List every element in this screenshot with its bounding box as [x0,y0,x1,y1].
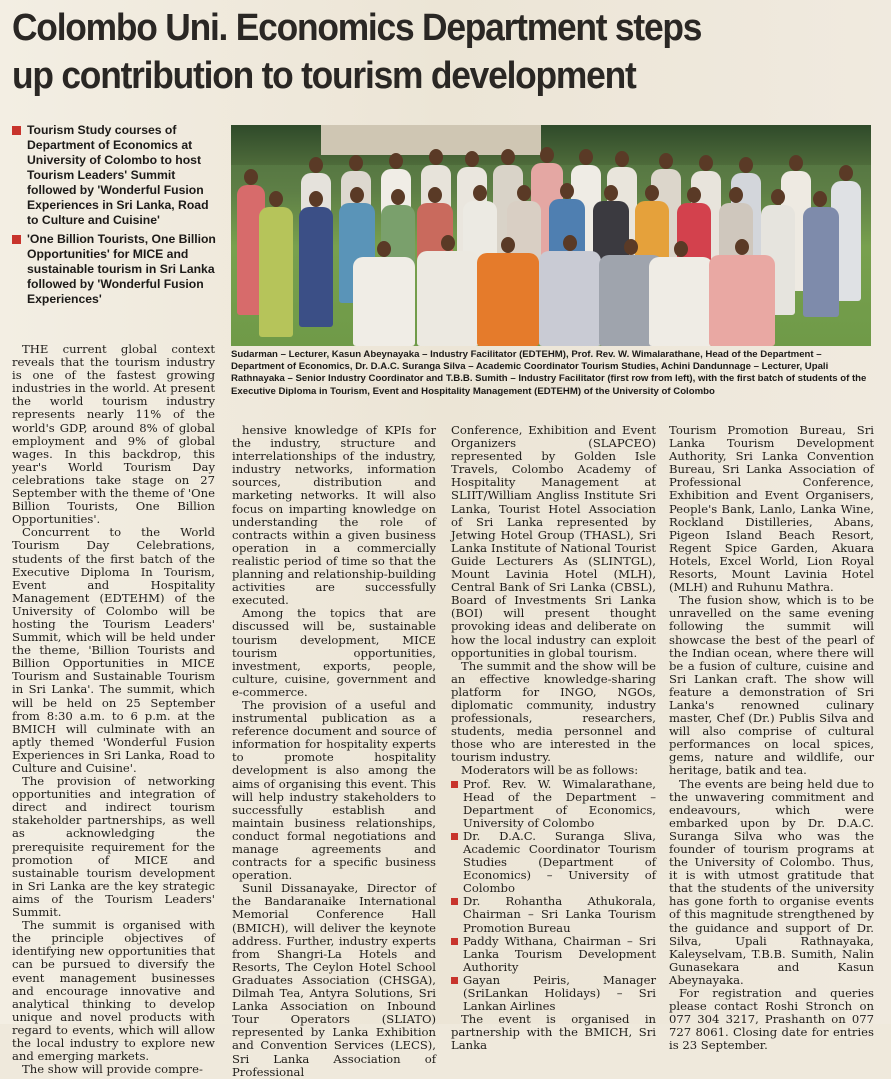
paragraph: The provision of networking opportunities and integration of direct and indirect tourism stakeholder partnerships, as well as acknowledging the prerequisite requirement for the promotion of MICE and sustainable tourism development in Sri Lanka are the key strategic aims of the Tourism Leaders' Summit. [12,774,215,920]
photo-head [645,185,659,201]
red-bullet-icon [451,977,458,984]
photo-head [739,157,753,173]
paragraph: Among the topics that are discussed will be, sustainable tourism development, MICE tourism opportunities, investment, exports, people, culture, cuisine, government and e-commerce. [232,606,436,699]
photo-head [465,151,479,167]
group-photo [231,125,871,346]
photo-head [560,183,574,199]
subheading-1 [12,123,217,228]
photo-head [473,185,487,201]
photo-head [699,155,713,171]
moderator-text: Dr. D.A.C. Suranga Sliva, Academic Coordinator Tourism Studies (Department of Economics) – University of Colombo [463,828,656,896]
photo-head [377,241,391,257]
article-column-1 [12,343,215,1076]
moderator-text: Paddy Withana, Chairman – Sri Lanka Tourism Development Authority [463,933,656,974]
moderator-item [451,778,656,830]
paragraph: Sunil Dissanayake, Director of the Bandaranaike International Memorial Conference Hall (BMICH), will deliver the keynote address. Further, industry experts from Shangri-La Hotels and Resorts, The Ceylon Hotel School Graduates Association (CHSGA), Dilmah Tea, Antyra Solutions, Sri Lanka Association on Inbound Tour Operators (SLIATO) represented by Lanka Exhibition and Convention Services (LECS), Sri Lanka Association of Professional [232,881,436,1079]
photo-person [709,255,775,346]
subheadings [12,123,217,311]
photo-person [539,251,601,346]
moderator-text: Prof. Rev. W. Wimalarathane, Head of the Department – Department of Economics, University of Colombo [463,776,656,830]
red-bullet-icon [451,898,458,905]
photo-head [501,149,515,165]
red-bullet-icon [12,126,21,135]
photo-person [477,253,539,346]
red-bullet-icon [451,938,458,945]
article-column-2 [232,424,436,1079]
moderator-item [451,895,656,934]
headline-line-2: up contribution to tourism development [12,55,636,97]
photo-head [389,153,403,169]
paragraph: The event is organised in partnership with the BMICH, Sri Lanka [451,1012,656,1053]
photo-head [604,185,618,201]
photo-person [803,207,839,317]
paragraph: THE current global context reveals that the tourism industry is one of the fastest growing industries in the world. At present the world tourism industry represents nearly 11% of the world's GDP, around 8% of global employment and 9% of global wages. In this backdrop, this year's World Tourism Day celebrations take stage on 27 September with the theme of 'One Billion Tourists, One Billion Opportunities'. [12,342,215,527]
moderator-item [451,974,656,1013]
moderators-intro: Moderators will be as follows: [461,763,639,778]
photo-head [735,239,749,255]
photo-head [687,187,701,203]
photo-caption: Sudarman – Lecturer, Kasun Abeynayaka – Industry Facilitator (EDTEHM), Prof. Rev. W. Wimalarathane, Head of the Department – Department of Economics, Dr. D.A.C. Suranga Silva – Academic Coordinator Tourism Studies, Achini Dandunnage – Lecturer, Upali Rathnayaka – Senior Industry Coordinator and T.B.B. Sumith – Industry Facilitator (first row from left), with the first batch of students of the Executive Diploma in Tourism, Event and Hospitality Management (EDTEHM) of the University of Colombo [231,349,867,397]
paragraph: The summit is organised with the principle objectives of identifying new opportunities that can be pursued to diversify the event management businesses and encourage innovative and analytical thinking to develop unique and novel products with regard to events, which will allow the local industry to explore new and emerging markets. [12,918,215,1064]
paragraph: For registration and queries please contact Roshi Stronch on 077 304 3217, Prashanth on 077 727 8061. Closing date for entries is 23 September. [669,986,874,1053]
photo-person [649,257,713,346]
photo-person [507,201,541,261]
paragraph: The summit and the show will be an effective knowledge-sharing platform for INGO, NGOs, diplomatic community, industry professionals, researchers, students, media personnel and those who are interested in the tourism industry. [451,658,656,765]
photo-head [674,241,688,257]
moderator-item [451,935,656,974]
photo-head [429,149,443,165]
photo-head [540,147,554,163]
photo-head [615,151,629,167]
photo-head [789,155,803,171]
photo-head [349,155,363,171]
photo-person [417,251,479,346]
moderator-text: Gayan Peiris, Manager (SriLankan Holidays) – Sri Lankan Airlines [463,972,656,1014]
photo-head [839,165,853,181]
paragraph: The fusion show, which is to be unravelled on the same evening following the summit will showcase the best of the pearl of the Indian ocean, where there will be a fusion of culture, cuisine and Sri Lankan craft. The show will feature a demonstration of Sri Lanka's renowned culinary master, Chef (Dr.) Publis Silva and will also comprise of cultural performances on local spices, gems, nature and wildlife, our heritage, batik and tea. [669,593,874,778]
photo-head [624,239,638,255]
moderator-text: Dr. Rohantha Athukorala, Chairman – Sri Lanka Tourism Promotion Bureau [463,894,656,935]
paragraph: Tourism Promotion Bureau, Sri Lanka Tourism Development Authority, Sri Lanka Convention Bureau, Sri Lanka Association of Professional Conference, Exhibition and Event Organisers, People's Bank, Lanlo, Lanka Wine, Rockland Distilleries, Abans, Pigeon Island Beach Resort, Regent Spice Garden, Akuara Hotels, Excel World, Lion Royal Resorts, Mount Lavinia Hotel (MLH) and Ruhunu Mathra. [669,423,874,595]
article-column-3 [451,424,656,1053]
headline-line-1: Colombo Uni. Economics Department steps [12,7,702,49]
photo-head [501,237,515,253]
photo-head [771,189,785,205]
paragraph: The show will provide compre- [22,1062,203,1077]
photo-head [350,187,364,203]
subheading-2 [12,232,217,307]
paragraph: hensive knowledge of KPIs for the industry, structure and interrelationships of the industry, industry networks, information sources, distribution and marketing networks. It will also focus on imparting knowledge on understanding the role of contracts within a given business operation in a commercially realistic period of time so that the planning and relationship-building activities are successfully executed. [232,423,436,608]
photo-head [729,187,743,203]
article-column-4 [669,424,874,1053]
paragraph: The events are being held due to the unwavering commitment and endeavours, which were embarked upon by Dr. D.A.C. Suranga Silva who was the founder of tourism programs at the University of Colombo. Thus, it is with utmost gratitude that that the students of the university has gone forth to organise events of this magnitude strengthened by the guidance and support of Dr. Silva, Upali Rathnayaka, Kaleyselvam, T.B.B. Sumith, Nalin Gunasekara and Kasun Abeynayaka. [669,776,874,987]
photo-head [244,169,258,185]
paragraph: The provision of a useful and instrumental publication as a reference document and source of information for hospitality experts to promote hospitality development is also among the aims of organising this event. This will help industry stakeholders to successfully establish and maintain business relationships, conduct formal negotiations and manage agreements and contracts for a specific business operation. [232,697,436,883]
headline [12,4,819,100]
photo-person [353,257,415,346]
subheading-text: Tourism Study courses of Department of Economics at University of Colombo to host Tourism Leaders' Summit followed by 'Wonderful Fusion Experiences in Sri Lanka, Road to Culture and Cuisine' [27,123,209,227]
red-bullet-icon [451,833,458,840]
photo-head [579,149,593,165]
photo-head [309,191,323,207]
photo-head [269,191,283,207]
paragraph: Concurrent to the World Tourism Day Celebrations, students of the first batch of the Executive Diploma In Tourism, Event and Hospitality Management (EDTEHM) of the University of Colombo will be hosting the Tourism Leaders' Summit, which will be held under the theme, 'Billion Tourists and Billion Opportunities in MICE Tourism and Sustainable Tourism in Sri Lanka'. The summit, which will be held on 25 September from 8:30 a.m. to 6 p.m. at the BMICH will culminate with an aptly themed 'Wonderful Fusion Experiences in Sri Lanka, Road to Culture and Cuisine'. [12,525,215,775]
photo-head [563,235,577,251]
photo-head [517,185,531,201]
photo-head [659,153,673,169]
photo-head [428,187,442,203]
photo-person [259,207,293,337]
red-bullet-icon [12,235,21,244]
paragraph: Conference, Exhibition and Event Organizers (SLAPCEO) represented by Golden Isle Travels, Colombo Academy of Hospitality Management at SLIIT/William Angliss Institute Sri Lanka, Tourist Hotel Association of Sri Lanka represented by Jetwing Hotel Group (THASL), Sri Lanka Institute of National Tourist Guide Lecturers As (SLINTGL), Mount Lavinia Hotel (MLH), Central Bank of Sri Lanka (CBSL), Board of Investments Sri Lanka (BOI) will present thought provoking ideas and deliberate on how the local industry can exploit opportunities in global tourism. [451,423,656,660]
photo-head [309,157,323,173]
moderator-item [451,830,656,895]
photo-head [813,191,827,207]
photo-person [299,207,333,327]
red-bullet-icon [451,781,458,788]
photo-person [593,201,629,261]
subheading-text: 'One Billion Tourists, One Billion Opportunities' for MICE and sustainable tourism in Sri Lanka followed by 'Wonderful Fusion Experiences' [27,232,216,306]
photo-head [441,235,455,251]
photo-head [391,189,405,205]
